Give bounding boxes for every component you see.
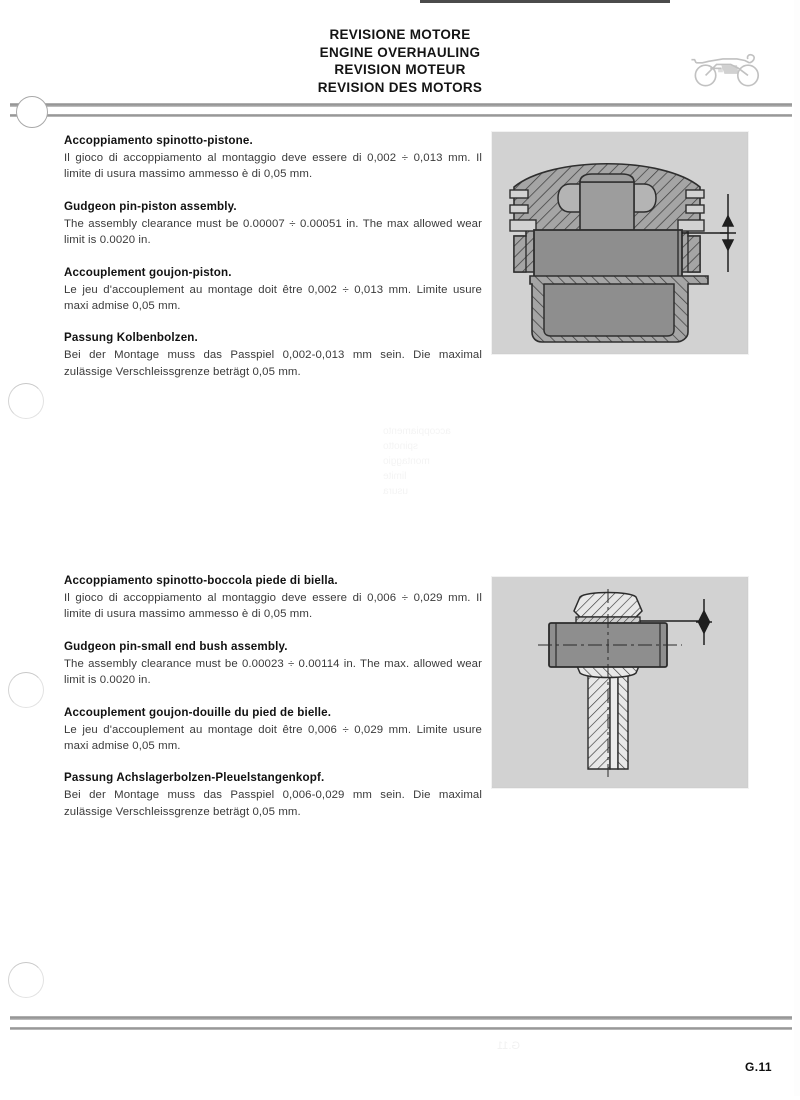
binder-punch-hole-margin-1 xyxy=(8,383,44,419)
body-de: Bei der Montage muss das Passpiel 0,002-0,013 mm sein. Die maximal zulässige Verschleissgrenze beträgt 0,05 mm. xyxy=(64,349,482,378)
scan-edge-artifact-bottom xyxy=(0,1096,800,1100)
page-number: G.11 xyxy=(745,1060,772,1074)
body-en: The assembly clearance must be 0.00007 ÷ 0.00051 in. The max allowed wear limit is 0.0020 in. xyxy=(64,217,482,247)
rule-bar-upper xyxy=(10,103,792,107)
heading-de: Passung Kolbenbolzen. xyxy=(64,331,198,345)
bleed-through-ghost-footer: G.11 xyxy=(496,1040,520,1052)
body-en-2: The assembly clearance must be 0.00023 ÷ 0.00114 in. The max. allowed wear limit is 0.0020 in. xyxy=(64,657,482,687)
heading-it-2: Accoppiamento spinotto-boccola piede di biella. xyxy=(64,574,338,587)
heading-de-2: Passung Achslagerbolzen-Pleuelstangenkopf. xyxy=(64,771,325,785)
heading-it: Accoppiamento spinotto-pistone. xyxy=(64,134,253,147)
text-block-de-2 xyxy=(64,771,482,820)
binder-punch-hole-margin-2 xyxy=(8,672,44,708)
heading-fr-2: Accouplement goujon-douille du pied de bielle. xyxy=(64,705,332,719)
text-block-it-2 xyxy=(64,574,482,623)
binder-punch-hole-margin-3 xyxy=(8,962,44,998)
header-divider-rules xyxy=(0,103,800,125)
page-title-fr: REVISION MOTEUR xyxy=(334,62,466,77)
page-title-it: REVISIONE MOTORE xyxy=(329,27,471,42)
page-title-en: ENGINE OVERHAULING xyxy=(319,44,481,60)
bleed-through-ghost-text: accoppiamento spinotto montaggio limite usura xyxy=(383,426,451,497)
rule-bar-footer-upper xyxy=(10,1016,792,1020)
rule-bar-footer-lower xyxy=(10,1027,792,1030)
text-block-it xyxy=(64,134,482,183)
connecting-rod-small-end-cross-section-figure xyxy=(491,576,749,789)
scan-edge-artifact-right xyxy=(794,0,800,1100)
body-fr-2: Le jeu d'accouplement au montage doit être 0,006 ÷ 0,029 mm. Limite usure maxi admise 0,05 mm. xyxy=(64,723,482,753)
body-it-2: Il gioco di accoppiamento al montaggio deve essere di 0,006 ÷ 0,029 mm. Il limite di usura massimo ammesso è di 0,05 mm. xyxy=(64,592,482,621)
body-de-2: Bei der Montage muss das Passpiel 0,006-0,029 mm sein. Die maximal zulässige Verschleissgrenze beträgt 0,05 mm. xyxy=(64,789,482,818)
binder-punch-hole xyxy=(16,96,48,128)
body-it: Il gioco di accoppiamento al montaggio deve essere di 0,002 ÷ 0,013 mm. Il limite di usura massimo ammesso è di 0,05 mm. xyxy=(64,152,482,181)
section-gudgeon-pin-small-end-bush-text xyxy=(64,574,482,820)
motorcycle-icon xyxy=(686,44,766,88)
heading-en-2: Gudgeon pin-small end bush assembly. xyxy=(64,639,288,653)
text-block-en-2 xyxy=(64,640,482,689)
page-title xyxy=(0,26,800,96)
scan-edge-artifact-left xyxy=(0,0,5,1100)
text-block-de xyxy=(64,331,482,380)
text-block-fr xyxy=(64,266,482,315)
scan-edge-artifact-top xyxy=(420,0,670,3)
piston-gudgeon-pin-cross-section-figure xyxy=(491,131,749,355)
footer-divider-rules xyxy=(0,1016,800,1038)
page-title-de: REVISION DES MOTORS xyxy=(317,79,483,95)
heading-fr: Accouplement goujon-piston. xyxy=(64,265,232,279)
rule-bar-lower xyxy=(10,114,792,117)
section-gudgeon-pin-piston-text xyxy=(64,134,482,380)
text-block-en xyxy=(64,200,482,249)
heading-en: Gudgeon pin-piston assembly. xyxy=(64,199,237,213)
text-block-fr-2 xyxy=(64,706,482,755)
body-fr: Le jeu d'accouplement au montage doit être 0,002 ÷ 0,013 mm. Limite usure maxi admise 0,05 mm. xyxy=(64,283,482,313)
